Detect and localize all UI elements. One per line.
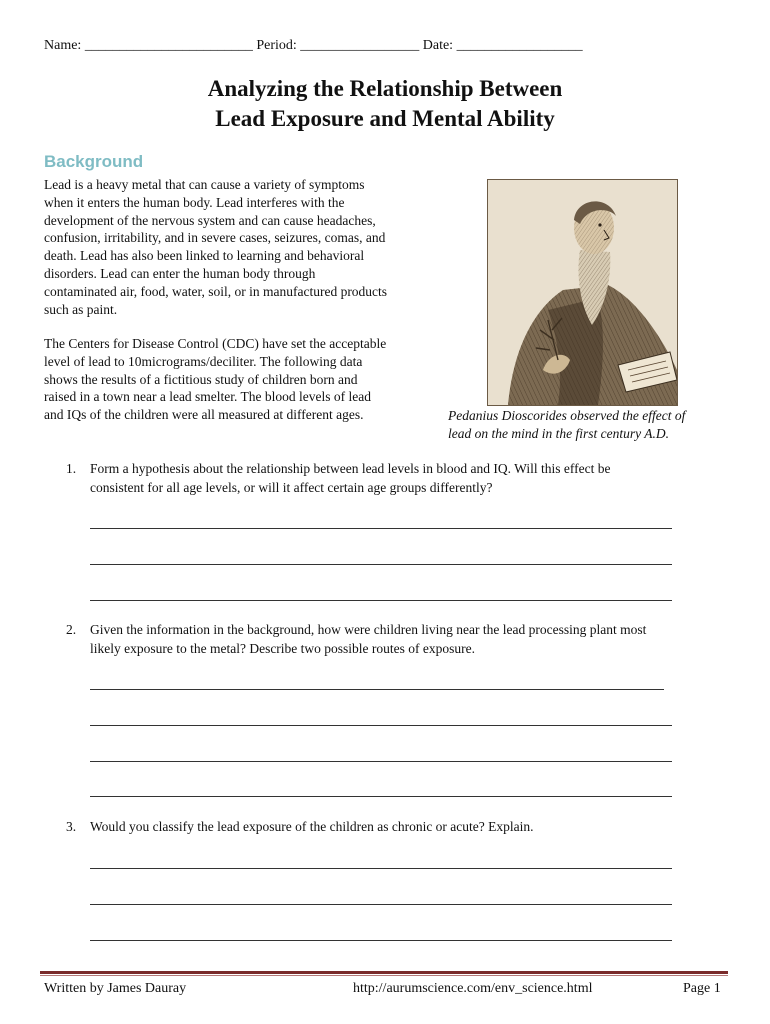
footer-author: Written by James Dauray bbox=[44, 981, 187, 996]
question-text-line: Would you classify the lead exposure of the children as chronic or acute? Explain. bbox=[90, 819, 534, 834]
dioscorides-portrait-image bbox=[487, 179, 678, 406]
background-paragraph-2 bbox=[44, 335, 439, 424]
question-1 bbox=[66, 460, 746, 497]
page-number: Page 1 bbox=[683, 981, 721, 996]
paragraph-line: disorders. Lead can enter the human body through bbox=[44, 265, 316, 281]
answer-line[interactable] bbox=[90, 600, 672, 601]
question-text-line: consistent for all age levels, or will it affect certain age groups differently? bbox=[90, 479, 493, 495]
answer-line[interactable] bbox=[90, 904, 672, 905]
answer-line[interactable] bbox=[90, 940, 672, 941]
paragraph-line: The Centers for Disease Control (CDC) have set the acceptable bbox=[44, 336, 387, 351]
background-heading: Background bbox=[44, 152, 144, 171]
answer-line[interactable] bbox=[90, 796, 672, 797]
paragraph-line: development of the nervous system and can cause headaches, bbox=[44, 212, 376, 228]
question-text-line: Form a hypothesis about the relationship between lead levels in blood and IQ. Will this effect be bbox=[90, 461, 611, 476]
answer-line[interactable] bbox=[90, 725, 672, 726]
answer-line[interactable] bbox=[90, 868, 672, 869]
paragraph-line: Lead is a heavy metal that can cause a variety of symptoms bbox=[44, 177, 365, 192]
caption-line: lead on the mind in the first century A.D. bbox=[448, 426, 669, 441]
footer-rule-thin bbox=[40, 975, 728, 976]
paragraph-line: contaminated air, food, water, soil, or in manufactured products bbox=[44, 283, 388, 299]
question-3 bbox=[66, 818, 746, 837]
page-title-line-2: Lead Exposure and Mental Ability bbox=[215, 106, 555, 131]
background-paragraph-1 bbox=[44, 176, 439, 318]
paragraph-line: when it enters the human body. Lead interferes with the bbox=[44, 194, 345, 210]
paragraph-line: and IQs of the children were all measured at different ages. bbox=[44, 407, 364, 423]
paragraph-line: death. Lead has also been linked to learning and behavioral bbox=[44, 248, 365, 264]
portrait-engraving-icon bbox=[488, 180, 677, 405]
answer-line[interactable] bbox=[90, 689, 664, 690]
paragraph-line: level of lead to 10micrograms/deciliter. The following data bbox=[44, 353, 363, 369]
paragraph-line: raised in a town near a lead smelter. The blood levels of lead bbox=[44, 389, 372, 405]
answer-line[interactable] bbox=[90, 761, 672, 762]
footer-url-link[interactable]: http://aurumscience.com/env_science.html bbox=[353, 981, 593, 996]
paragraph-line: shows the results of a fictitious study of children born and bbox=[44, 371, 358, 387]
question-text-line: likely exposure to the metal? Describe two possible routes of exposure. bbox=[90, 640, 476, 656]
page-title-line-1: Analyzing the Relationship Between bbox=[207, 76, 563, 101]
question-2 bbox=[66, 621, 746, 658]
footer-rule bbox=[40, 971, 728, 974]
caption-line: Pedanius Dioscorides observed the effect of bbox=[448, 408, 686, 423]
question-number: 1. bbox=[66, 461, 77, 476]
student-info-line[interactable]: Name: ________________________ Period: _________________ Date: __________________ bbox=[44, 38, 583, 53]
figure-caption bbox=[448, 407, 748, 443]
answer-line[interactable] bbox=[90, 528, 672, 529]
answer-line[interactable] bbox=[90, 564, 672, 565]
question-text-line: Given the information in the background, how were children living near the lead processing plant most bbox=[90, 622, 647, 637]
paragraph-line: confusion, irritability, and in severe cases, seizures, comas, and bbox=[44, 230, 386, 246]
paragraph-line: such as paint. bbox=[44, 301, 118, 317]
question-number: 2. bbox=[66, 622, 77, 637]
question-number: 3. bbox=[66, 819, 77, 834]
